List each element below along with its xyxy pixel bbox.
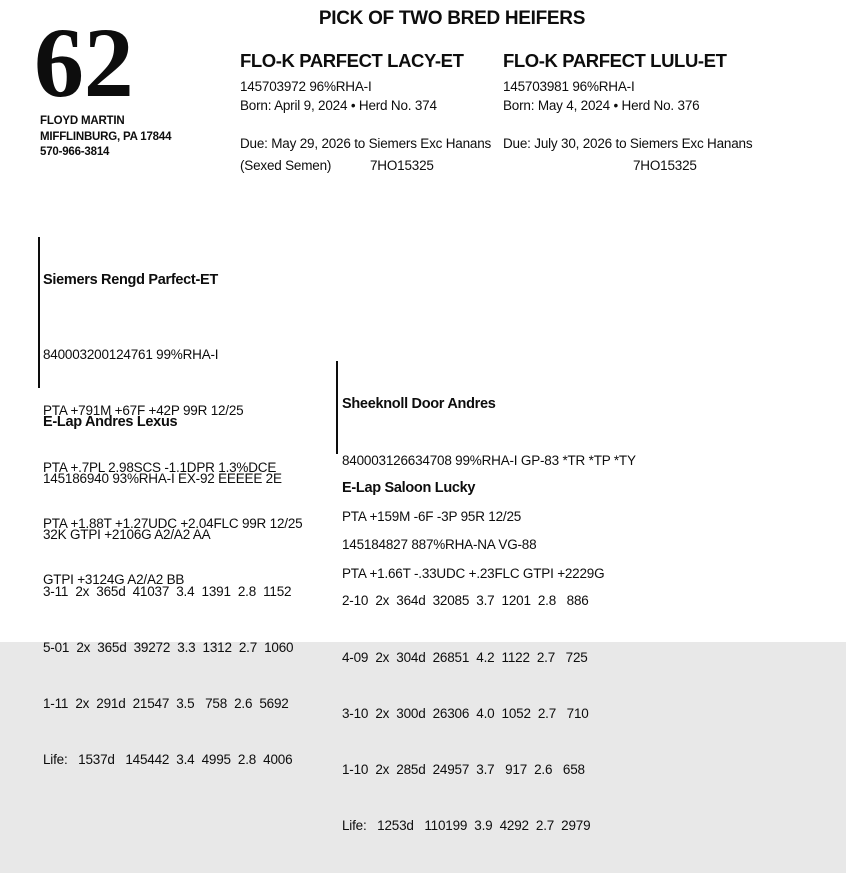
- sire-name: Sheeknoll Door Andres: [342, 396, 496, 412]
- lactation-row: 2-10 2x 364d 32085 3.7 1201 2.8 886: [342, 593, 589, 609]
- lactation-row: 1-10 2x 285d 24957 3.7 917 2.6 658: [342, 762, 585, 778]
- heifer-born-line: Born: May 4, 2024 • Herd No. 376: [503, 98, 700, 113]
- dam-name: E-Lap Saloon Lucky: [342, 480, 476, 496]
- due-line: Due: July 30, 2026 to Siemers Exc Hanans: [503, 136, 753, 151]
- lactation-row: 5-01 2x 365d 39272 3.3 1312 2.7 1060: [43, 639, 294, 655]
- pedigree-line: 840003200124761 99%RHA-I: [43, 347, 219, 362]
- heifer-born-line: Born: April 9, 2024 • Herd No. 374: [240, 98, 437, 113]
- heifer-name: FLO-K PARFECT LULU-ET: [503, 50, 727, 71]
- pedigree-bracket-line: [336, 361, 338, 454]
- due-line: Due: May 29, 2026 to Siemers Exc Hanans: [240, 136, 492, 151]
- lifetime-row: Life: 1537d 145442 3.4 4995 2.8 4006: [43, 752, 293, 768]
- heifer-2-header: [503, 50, 768, 115]
- pedigree-line: 145186940 93%RHA-I EX-92 EEEEE 2E: [43, 471, 282, 486]
- pedigree-line: PTA +.7PL 2.98SCS -1.1DPR 1.3%DCE: [43, 459, 277, 475]
- pedigree-bracket-line: [38, 237, 40, 388]
- pedigree-line: GTPI +3124G A2/A2 BB: [43, 572, 185, 588]
- sexed-semen-note: (Sexed Semen): [240, 158, 332, 173]
- lactation-row: 3-10 2x 300d 26306 4.0 1052 2.7 710: [342, 705, 589, 721]
- pedigree-line: PTA +159M -6F -3P 95R 12/25: [342, 509, 522, 525]
- pedigree-line: PTA +1.88T +1.27UDC +2.04FLC 99R 12/25: [43, 515, 303, 531]
- heifer-1-due-block: [240, 134, 505, 176]
- pedigree-line: 840003126634708 99%RHA-I GP-83 *TR *TP *TY: [342, 453, 636, 468]
- pedigree-2-dam: [342, 442, 590, 873]
- page-title: PICK OF TWO BRED HEIFERS: [318, 8, 586, 29]
- pedigree-1-dam: [43, 376, 293, 807]
- pedigree-line: PTA +1.66T -.33UDC +.23FLC GTPI +2229G: [342, 565, 605, 581]
- lactation-row: 1-11 2x 291d 21547 3.5 758 2.6 5692: [43, 696, 289, 712]
- seller-info: [40, 114, 171, 161]
- seller-phone: 570-966-3814: [40, 146, 110, 158]
- heifer-registration: 145703972 96%RHA-I: [240, 79, 372, 94]
- seller-name: FLOYD MARTIN: [40, 115, 125, 127]
- service-sire-code: 7HO15325: [633, 158, 697, 173]
- pedigree-line: PTA +791M +67F +42P 99R 12/25: [43, 403, 244, 419]
- dam-name: E-Lap Andres Lexus: [43, 414, 178, 430]
- heifer-registration: 145703981 96%RHA-I: [503, 79, 635, 94]
- sexed-semen-note: [503, 156, 633, 176]
- heifer-1-header: [240, 50, 505, 115]
- heifer-2-due-block: [503, 134, 768, 176]
- lot-number: 62: [34, 7, 134, 118]
- heifer-name: FLO-K PARFECT LACY-ET: [240, 50, 464, 71]
- seller-address: MIFFLINBURG, PA 17844: [40, 130, 172, 143]
- service-sire-code: 7HO15325: [370, 158, 434, 173]
- lactation-row: 4-09 2x 304d 26851 4.2 1122 2.7 725: [342, 649, 588, 665]
- lactation-row: 3-11 2x 365d 41037 3.4 1391 2.8 1152: [43, 583, 292, 599]
- pedigree-line: 145184827 887%RHA-NA VG-88: [342, 537, 537, 552]
- lifetime-row: Life: 1253d 110199 3.9 4292 2.7 2979: [342, 818, 591, 834]
- sire-name: Siemers Rengd Parfect-ET: [43, 272, 218, 288]
- pedigree-line: 32K GTPI +2106G A2/A2 AA: [43, 527, 211, 543]
